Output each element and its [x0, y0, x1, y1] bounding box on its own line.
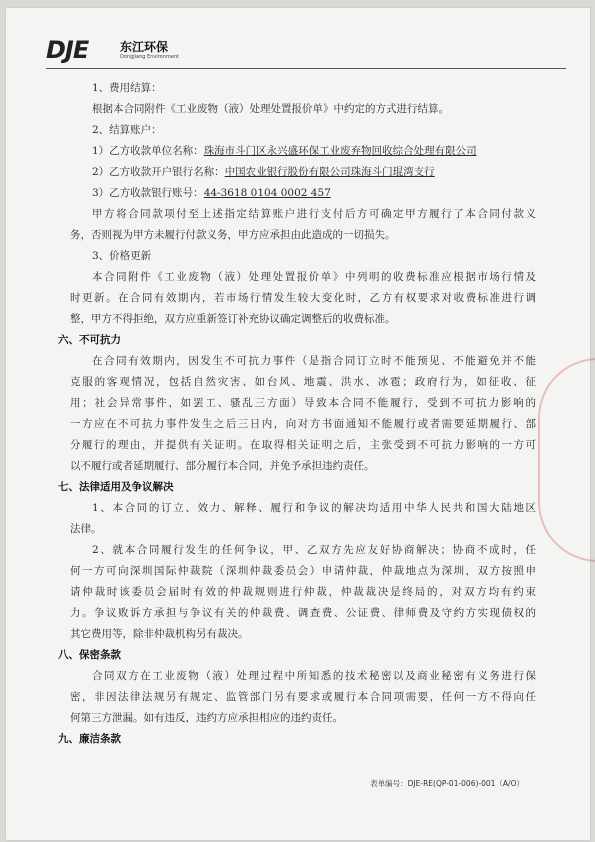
letterhead: [46, 32, 566, 69]
paragraph-line: 其它费用等，除非仲裁机构另有裁决。: [70, 628, 249, 640]
account-field-value: 44-3618 0104 0002 457: [203, 187, 331, 199]
company-logo-mark: DJE: [46, 36, 89, 64]
account-field-value: 珠海市斗门区永兴盛环保工业废弃物回收综合处理有限公司: [203, 145, 477, 157]
company-name-en: Dongjiang Environment: [120, 54, 179, 60]
paragraph-line: 本合同附件《工业废物（液）处理处置报价单》中列明的收费标准应根据市场行情及: [92, 271, 536, 283]
paragraph-line: 力。争议败诉方承担与争议有关的仲裁费、调查费、公证费、律师费及守约方实现债权的: [70, 607, 536, 619]
paragraph-line: 2、就本合同履行发生的任何争议，甲、乙双方先应友好协商解决；协商不成时，任: [92, 544, 536, 556]
paragraph-line: [70, 141, 536, 162]
document-page: [6, 8, 590, 840]
section-heading: 九、廉洁条款: [58, 733, 121, 745]
paragraph-line: 在合同有效期内，因发生不可抗力事件（是指合同订立时不能预见、不能避免并不能: [92, 355, 536, 367]
paragraph-line: 请仲裁时该委员会届时有效的仲裁规则进行仲裁，仲裁裁决是终局的，对双方均有约束: [70, 586, 536, 598]
paragraph-line: [70, 183, 536, 204]
account-field-label: 3）乙方收款银行账号：: [92, 187, 204, 199]
paragraph-line: 1、本合同的订立、效力、解释、履行和争议的解决均适用中华人民共和国大陆地区: [92, 502, 536, 514]
paragraph-line: 何一方可向深圳国际仲裁院（深圳仲裁委员会）申请仲裁，仲裁地点为深圳，双方按照申: [70, 565, 536, 577]
paragraph-line: 克服的客观情况，包括自然灾害、如台风、地震、洪水、冰雹；政府行为，如征收、征: [70, 376, 536, 388]
form-code: 表单编号：DJE-RE(QP-01-006)-001（A/O）: [370, 779, 524, 788]
paragraph-line: 以不履行或者延期履行、部分履行本合同，并免予承担违约责任。: [70, 460, 375, 472]
paragraph-line: 务，否则视为甲方未履行付款义务，甲方应承担由此造成的一切损失。: [70, 229, 396, 241]
paragraph-line: 1、费用结算：: [92, 82, 162, 94]
paragraph-line: 法律。: [70, 523, 102, 535]
paragraph-line: 一方应在不可抗力事件发生之后三日内，向对方书面通知不能履行或者需要延期履行、部: [70, 418, 536, 430]
paragraph-line: 整，甲方不得拒绝，双方应重新签订补充协议确定调整后的收费标准。: [70, 313, 396, 325]
paragraph-line: [70, 162, 536, 183]
account-field-label: 2）乙方收款开户银行名称：: [92, 166, 225, 178]
section-heading: 七、法律适用及争议解决: [58, 481, 174, 493]
paragraph-line: 用；社会异常事件，如罢工、骚乱三方面）导致本合同不能履行，受到不可抗力影响的: [70, 397, 536, 409]
contract-body: [58, 78, 536, 750]
account-field-label: 1）乙方收款单位名称：: [92, 145, 204, 157]
paragraph-line: 何第三方泄漏。如有违反，违约方应承担相应的违约责任。: [70, 712, 343, 724]
section-heading: 八、保密条款: [58, 649, 121, 661]
company-name-cn: 东江环保: [120, 40, 169, 54]
seal-stamp-edge: [538, 358, 595, 562]
paragraph-line: 密，非因法律法规另有规定、监管部门另有要求或履行本合同项需要，任何一方不得向任: [70, 691, 536, 703]
paragraph-line: 时更新。在合同有效期内，若市场行情发生较大变化时，乙方有权要求对收费标准进行调: [70, 292, 536, 304]
paragraph-line: 2、结算账户：: [92, 124, 162, 136]
paragraph-line: 根据本合同附件《工业废物（液）处理处置报价单》中约定的方式进行结算。: [92, 103, 449, 115]
account-field-value: 中国农业银行股份有限公司珠海斗门琨湾支行: [224, 166, 435, 178]
paragraph-line: 甲方将合同款项付至上述指定结算账户进行支付后方可确定甲方履行了本合同付款义: [92, 208, 536, 220]
paragraph-line: 分履行的理由，并提供有关证明。在取得相关证明之后，主张受到不可抗力影响的一方可: [70, 439, 536, 451]
paragraph-line: 合同双方在工业废物（液）处理过程中所知悉的技术秘密以及商业秘密有义务进行保: [92, 670, 536, 682]
section-heading: 六、不可抗力: [58, 334, 121, 346]
paragraph-line: 3、价格更新: [92, 250, 152, 262]
